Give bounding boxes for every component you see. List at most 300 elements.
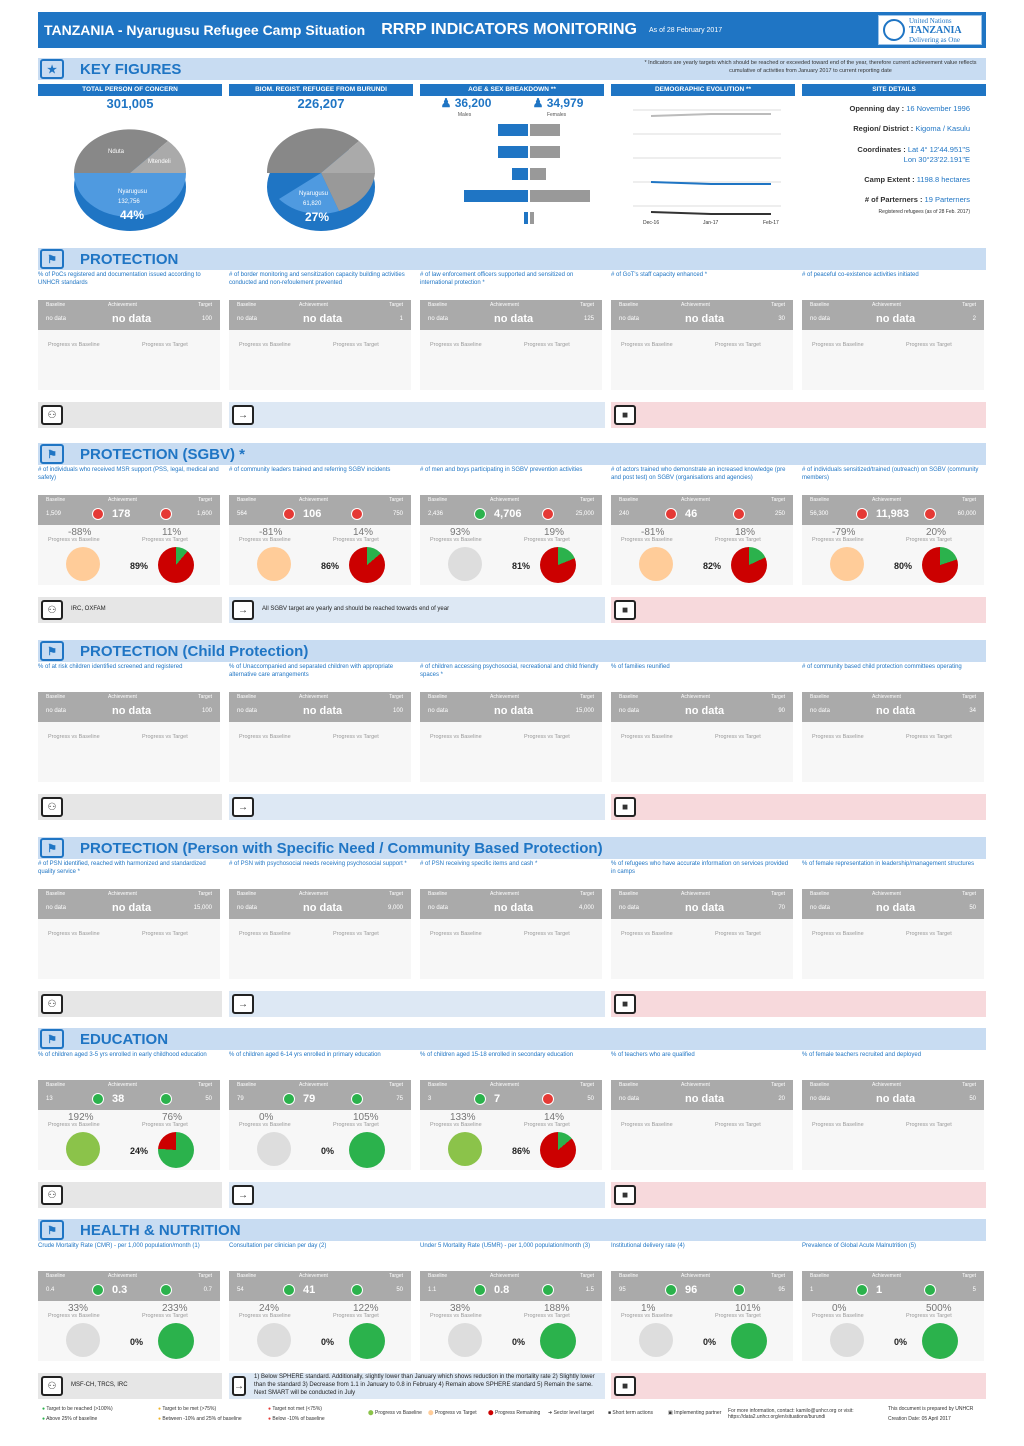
achievement-value: no data xyxy=(685,1093,725,1105)
indicator-values xyxy=(38,1271,220,1301)
baseline-status-icon xyxy=(92,1093,104,1105)
target-status-icon xyxy=(542,1093,554,1105)
achievement-label: Achievement xyxy=(490,1082,519,1088)
coordinates-lon: Lon 30°23'22.191"E xyxy=(903,154,970,164)
progress-row xyxy=(611,722,793,782)
indicator-panel xyxy=(611,272,793,390)
target-label: Target xyxy=(771,302,785,308)
baseline-label: Baseline xyxy=(237,694,257,700)
target-value: 125 xyxy=(583,316,594,322)
burundi-nyarugusu-label: Nyarugusu xyxy=(299,191,329,197)
age-pyramid xyxy=(420,118,604,228)
baseline-label: Baseline xyxy=(810,497,830,503)
achievement-label: Achievement xyxy=(108,497,137,503)
target-label: Target xyxy=(771,1082,785,1088)
legend-target-not-met: ● Target not met (<75%) xyxy=(268,1406,322,1412)
baseline-value: no data xyxy=(619,1096,640,1102)
indicator-text: # of GoT's staff capacity enhanced * xyxy=(611,272,708,278)
indicator-text: % of at risk children identified screened and registered xyxy=(38,664,183,670)
demographic-line-chart xyxy=(611,96,795,226)
progress-target-value: 188% xyxy=(544,1303,570,1314)
indicator-panel xyxy=(611,861,793,979)
partners-icon: ⚇ xyxy=(41,600,63,620)
progress-target-value: 122% xyxy=(353,1303,379,1314)
baseline-value: no data xyxy=(46,316,67,322)
baseline-label: Baseline xyxy=(810,694,830,700)
target-label: Target xyxy=(198,497,212,503)
pvt-label: Progress vs Target xyxy=(906,1122,952,1128)
pvt-pie xyxy=(158,547,194,583)
achievement-value: 7 xyxy=(494,1093,501,1105)
remaining-pct: 86% xyxy=(321,561,340,571)
indicator-panel xyxy=(802,272,984,390)
page-header xyxy=(38,12,986,48)
remaining-pct: 0% xyxy=(894,1337,908,1347)
baseline-status-icon xyxy=(474,508,486,520)
target-label: Target xyxy=(198,1082,212,1088)
progress-target-value: 14% xyxy=(353,527,374,538)
indicator-panel xyxy=(802,861,984,979)
report-date: As of 28 February 2017 xyxy=(648,26,723,34)
indicator-text: Prevalence of Global Acute Malnutrition (5) xyxy=(802,1243,917,1249)
pvt-label: Progress vs Target xyxy=(142,931,188,937)
indicator-text: # of community leaders trained and referring SGBV incidents xyxy=(229,467,391,473)
pvb-label: Progress vs Baseline xyxy=(239,931,291,937)
pvb-circle xyxy=(639,547,673,581)
section-footer xyxy=(38,991,986,1017)
indicator-panel xyxy=(611,664,793,782)
baseline-value: no data xyxy=(810,905,831,911)
progress-target-value: 105% xyxy=(353,1112,379,1123)
partners-box xyxy=(38,794,222,820)
achievement-label: Achievement xyxy=(108,891,137,897)
progress-row xyxy=(229,525,411,585)
notes-box xyxy=(229,794,605,820)
health-icon: ⚑ xyxy=(40,1220,64,1240)
legend-below-baseline: ● Below -10% of baseline xyxy=(268,1416,325,1422)
partners-text: MSF-CH, TRCS, IRC xyxy=(71,1382,128,1389)
progress-baseline-value: -88% xyxy=(68,527,92,538)
progress-row xyxy=(611,525,793,585)
indicator-text: # of men and boys participating in SGBV prevention activities xyxy=(420,467,583,473)
progress-target-value: 500% xyxy=(926,1303,952,1314)
partners-box xyxy=(38,402,222,428)
notes-text: 1) Below SPHERE standard. Additionally, slightly lower than January which shows reduction in the mortality rate 2) Slightly lower than the standard 3) Decrease from 1.1 in January to 0.8 in February 4) Remain above SPHERE standard 5) Remain the same. Next SMART will be conducted in July xyxy=(254,1374,595,1396)
indicator-values xyxy=(229,1080,411,1110)
baseline-status-icon xyxy=(856,508,868,520)
indicator-values xyxy=(611,889,793,919)
achievement-value: no data xyxy=(685,313,725,325)
pvb-circle xyxy=(830,1323,864,1357)
pvb-circle xyxy=(66,1323,100,1357)
indicator-panel xyxy=(611,1243,793,1361)
legend-target-met: ● Target to be met (>75%) xyxy=(158,1406,217,1412)
indicator-text: Crude Mortality Rate (CMR) - per 1,000 population/month (1) xyxy=(38,1243,200,1249)
progress-row xyxy=(38,525,220,585)
actions-box xyxy=(611,1182,986,1208)
pvb-circle xyxy=(66,547,100,581)
achievement-value: no data xyxy=(876,902,916,914)
pvt-label: Progress vs Target xyxy=(142,1122,188,1128)
baseline-label: Baseline xyxy=(619,891,639,897)
indicator-panel xyxy=(802,1052,984,1170)
burundi-total-value: 226,207 xyxy=(297,96,345,111)
target-value: 100 xyxy=(392,708,403,714)
pvb-label: Progress vs Baseline xyxy=(48,342,100,348)
indicator-panel xyxy=(38,1243,220,1361)
achievement-value: no data xyxy=(494,313,534,325)
pvb-label: Progress vs Baseline xyxy=(430,1122,482,1128)
baseline-label: Baseline xyxy=(619,1082,639,1088)
hhs-series-line xyxy=(651,212,771,214)
pvb-circle xyxy=(639,1323,673,1357)
target-label: Target xyxy=(962,891,976,897)
target-status-icon xyxy=(351,1093,363,1105)
achievement-label: Achievement xyxy=(299,497,328,503)
remaining-pct: 80% xyxy=(894,561,913,571)
indicator-values xyxy=(420,1271,602,1301)
baseline-value: 240 xyxy=(619,511,630,517)
child-icon: ⚑ xyxy=(40,641,64,661)
achievement-value: 0.3 xyxy=(112,1284,128,1296)
baseline-label: Baseline xyxy=(237,891,257,897)
achievement-label: Achievement xyxy=(681,694,710,700)
burundi-nyarugusu-value: 61,820 xyxy=(303,201,322,207)
section-band-3 xyxy=(38,837,986,859)
pvt-pie xyxy=(731,1323,767,1359)
indicator-panel xyxy=(229,861,411,979)
protection-icon: ⚑ xyxy=(40,249,64,269)
baseline-label: Baseline xyxy=(810,1273,830,1279)
pvb-circle xyxy=(257,1323,291,1357)
pvb-label: Progress vs Baseline xyxy=(621,734,673,740)
progress-baseline-value: 0% xyxy=(832,1303,847,1314)
target-value: 60,000 xyxy=(957,511,976,517)
indicator-panel xyxy=(229,1052,411,1170)
partners-box xyxy=(38,1373,222,1399)
section-title-5: HEALTH & NUTRITION xyxy=(80,1221,241,1239)
achievement-label: Achievement xyxy=(872,302,901,308)
pvb-circle xyxy=(257,1132,291,1166)
indicator-text: % of teachers who are qualified xyxy=(611,1052,695,1058)
indicator-panel xyxy=(38,467,220,585)
progress-target-value: 76% xyxy=(162,1112,183,1123)
baseline-label: Baseline xyxy=(237,302,257,308)
remaining-pct: 89% xyxy=(130,561,149,571)
baseline-value: no data xyxy=(810,708,831,714)
indicator-values xyxy=(802,1080,984,1110)
month-tick-1: Dec-16 xyxy=(643,220,660,226)
indicator-values xyxy=(38,1080,220,1110)
progress-row xyxy=(420,330,602,390)
notes-box xyxy=(229,991,605,1017)
baseline-label: Baseline xyxy=(46,497,66,503)
actions-icon: ■ xyxy=(614,1376,636,1396)
target-status-icon xyxy=(160,1093,172,1105)
pvb-circle xyxy=(448,1323,482,1357)
achievement-value: no data xyxy=(494,705,534,717)
page-subtitle: RRRP INDICATORS MONITORING xyxy=(381,21,637,38)
legend-pvt: ⬤ Progress vs Target xyxy=(428,1410,477,1416)
actions-icon: ■ xyxy=(614,1185,636,1205)
target-value: 750 xyxy=(392,511,403,517)
notes-box xyxy=(229,1182,605,1208)
legend-between-baseline: ● Between -10% and 25% of baseline xyxy=(158,1416,242,1422)
baseline-label: Baseline xyxy=(428,497,448,503)
target-label: Target xyxy=(580,694,594,700)
pvt-pie xyxy=(540,1323,576,1359)
target-value: 50 xyxy=(587,1096,594,1102)
pvt-pie xyxy=(922,547,958,583)
achievement-value: no data xyxy=(494,902,534,914)
pvt-label: Progress vs Target xyxy=(142,342,188,348)
target-value: 1 xyxy=(399,316,403,322)
achievement-label: Achievement xyxy=(872,497,901,503)
remaining-pct: 0% xyxy=(703,1337,717,1347)
target-value: 50 xyxy=(969,905,976,911)
section-footer xyxy=(38,1373,986,1399)
indicator-text: # of children accessing psychosocial, recreational and child friendly spaces * xyxy=(420,664,599,678)
target-status-icon xyxy=(733,1284,745,1296)
target-label: Target xyxy=(389,891,403,897)
baseline-label: Baseline xyxy=(46,891,66,897)
progress-target-value: 11% xyxy=(162,527,182,538)
baseline-status-icon xyxy=(283,508,295,520)
indicator-panel xyxy=(802,467,984,585)
indicator-text: # of law enforcement officers supported and sensitized on international protection * xyxy=(420,272,574,286)
pvb-circle xyxy=(448,547,482,581)
arrow-icon: → xyxy=(232,600,254,620)
baseline-label: Baseline xyxy=(619,694,639,700)
progress-row xyxy=(802,1301,984,1361)
progress-row xyxy=(229,1110,411,1170)
progress-row xyxy=(802,525,984,585)
target-status-icon xyxy=(733,508,745,520)
target-value: 250 xyxy=(774,511,785,517)
target-status-icon xyxy=(160,508,172,520)
achievement-label: Achievement xyxy=(681,1082,710,1088)
target-value: 30 xyxy=(778,316,785,322)
target-label: Target xyxy=(962,1082,976,1088)
indicator-values xyxy=(611,300,793,330)
site-details-box: SITE DETAILS Openning day : 16 November 1996 Region/ District : Kigoma / Kasulu Coordinates : Lat 4° 12'44.951"S Lon 30°23'22.191"E Camp Extent : 1198.8 hectares # of Parterners : 19 Parterners Registered refugees (as of 28 Feb. 2017) xyxy=(802,84,986,236)
pvb-label: Progress vs Baseline xyxy=(239,1122,291,1128)
section-title-4: EDUCATION xyxy=(80,1030,169,1048)
indicator-values xyxy=(229,692,411,722)
indicator-values xyxy=(420,300,602,330)
baseline-label: Baseline xyxy=(428,1273,448,1279)
baseline-value: no data xyxy=(619,316,640,322)
baseline-value: no data xyxy=(428,905,449,911)
month-tick-3: Feb-17 xyxy=(763,220,779,226)
target-label: Target xyxy=(771,694,785,700)
indicator-panel xyxy=(38,861,220,979)
psn-icon: ⚑ xyxy=(40,838,64,858)
pvt-label: Progress vs Target xyxy=(142,734,188,740)
pvt-label: Progress vs Target xyxy=(333,1313,379,1319)
achievement-value: no data xyxy=(876,705,916,717)
pvb-label: Progress vs Baseline xyxy=(430,1313,482,1319)
baseline-label: Baseline xyxy=(46,1082,66,1088)
indicator-values xyxy=(420,889,602,919)
progress-baseline-value: 38% xyxy=(450,1303,471,1314)
baseline-label: Baseline xyxy=(237,497,257,503)
page-title: TANZANIA - Nyarugusu Refugee Camp Situation xyxy=(44,22,366,38)
notes-box xyxy=(229,1373,605,1399)
target-label: Target xyxy=(962,497,976,503)
target-value: 50 xyxy=(205,1096,212,1102)
baseline-label: Baseline xyxy=(46,694,66,700)
indicator-text: % of Unaccompanied and separated children with appropriate alternative care arrangements xyxy=(229,664,394,678)
target-value: 1.5 xyxy=(585,1287,594,1293)
pvt-label: Progress vs Target xyxy=(142,1313,188,1319)
target-label: Target xyxy=(962,1273,976,1279)
partners-icon: ⚇ xyxy=(41,1376,63,1396)
achievement-value: 41 xyxy=(303,1284,316,1296)
partners-box xyxy=(38,991,222,1017)
baseline-value: 95 xyxy=(619,1287,626,1293)
actions-icon: ■ xyxy=(614,600,636,620)
indicator-values xyxy=(611,692,793,722)
pvb-label: Progress vs Baseline xyxy=(48,931,100,937)
achievement-label: Achievement xyxy=(299,1082,328,1088)
target-status-icon xyxy=(924,1284,936,1296)
pvt-pie xyxy=(158,1323,194,1359)
achievement-value: 0.8 xyxy=(494,1284,510,1296)
achievement-value: 4,706 xyxy=(494,508,522,520)
target-label: Target xyxy=(962,302,976,308)
indicator-panel xyxy=(611,1052,793,1170)
target-label: Target xyxy=(771,497,785,503)
baseline-status-icon xyxy=(856,1284,868,1296)
target-value: 25,000 xyxy=(575,511,594,517)
achievement-value: 96 xyxy=(685,1284,698,1296)
achievement-label: Achievement xyxy=(681,302,710,308)
partners-icon: ⚇ xyxy=(41,994,63,1014)
progress-target-value: 233% xyxy=(162,1303,188,1314)
pvt-label: Progress vs Target xyxy=(715,342,761,348)
indicator-panel xyxy=(802,1243,984,1361)
target-value: 15,000 xyxy=(193,905,212,911)
section-title-2: PROTECTION (Child Protection) xyxy=(80,642,309,660)
section-title-3: PROTECTION (Person with Specific Need / Community Based Protection) xyxy=(80,839,603,857)
pvb-label: Progress vs Baseline xyxy=(239,342,291,348)
baseline-label: Baseline xyxy=(810,891,830,897)
progress-baseline-value: 93% xyxy=(450,527,471,538)
target-value: 5 xyxy=(972,1287,976,1293)
demographic-evolution-box: DEMOGRAPHIC EVOLUTION ** Dec-16 Jan-17 Feb-17 xyxy=(611,84,795,236)
indicator-values xyxy=(611,1271,793,1301)
pvt-pie xyxy=(540,547,576,583)
baseline-value: no data xyxy=(428,708,449,714)
indicator-values xyxy=(802,300,984,330)
partners-icon: ⚇ xyxy=(41,405,63,425)
pvb-circle xyxy=(448,1132,482,1166)
achievement-label: Achievement xyxy=(490,497,519,503)
achievement-value: 46 xyxy=(685,508,698,520)
indicator-values xyxy=(38,495,220,525)
baseline-value: 1,509 xyxy=(46,511,62,517)
indicator-text: # of community based child protection committees operating xyxy=(802,664,962,670)
baseline-value: no data xyxy=(810,316,831,322)
legend xyxy=(38,1404,986,1432)
baseline-value: 2,436 xyxy=(428,511,444,517)
indicator-values xyxy=(611,1080,793,1110)
progress-baseline-value: 1% xyxy=(641,1303,656,1314)
achievement-value: no data xyxy=(876,1093,916,1105)
indicator-panel xyxy=(420,1052,602,1170)
section-band-2 xyxy=(38,640,986,662)
target-value: 50 xyxy=(396,1287,403,1293)
actions-box xyxy=(611,402,986,428)
legend-above-baseline: ● Above 25% of baseline xyxy=(42,1416,98,1422)
legend-pvb: ⬤ Progress vs Baseline xyxy=(368,1410,422,1416)
baseline-value: 564 xyxy=(237,511,248,517)
poc-nyarugusu-value: 132,756 xyxy=(118,199,140,205)
pvt-pie xyxy=(922,1323,958,1359)
achievement-value: 1 xyxy=(876,1284,883,1296)
progress-row xyxy=(38,722,220,782)
progress-baseline-value: 133% xyxy=(450,1112,476,1123)
progress-row xyxy=(802,330,984,390)
target-label: Target xyxy=(198,1273,212,1279)
target-label: Target xyxy=(389,497,403,503)
target-value: 9,000 xyxy=(387,905,403,911)
notes-box xyxy=(229,402,605,428)
baseline-label: Baseline xyxy=(428,302,448,308)
baseline-value: 13 xyxy=(46,1096,53,1102)
baseline-status-icon xyxy=(474,1284,486,1296)
remaining-pct: 24% xyxy=(130,1146,149,1156)
baseline-value: no data xyxy=(46,708,67,714)
baseline-value: no data xyxy=(237,708,258,714)
baseline-status-icon xyxy=(474,1093,486,1105)
target-label: Target xyxy=(580,497,594,503)
notes-text: All SGBV target are yearly and should be reached towards end of year xyxy=(262,606,450,613)
arrow-icon: → xyxy=(232,1185,254,1205)
un-tanzania-logo: United Nations TANZANIA Delivering as One xyxy=(878,15,982,45)
pvb-label: Progress vs Baseline xyxy=(812,342,864,348)
pvt-label: Progress vs Target xyxy=(906,1313,952,1319)
baseline-value: no data xyxy=(619,708,640,714)
pvt-label: Progress vs Target xyxy=(333,931,379,937)
actions-icon: ■ xyxy=(614,994,636,1014)
target-label: Target xyxy=(389,1273,403,1279)
registered-note: Registered refugees (as of 28 Feb. 2017) xyxy=(878,209,970,216)
indicator-text: # of peaceful co-existence activities initiated xyxy=(802,272,919,278)
pvb-label: Progress vs Baseline xyxy=(239,1313,291,1319)
indicator-panel xyxy=(420,272,602,390)
un-emblem-icon xyxy=(883,19,905,41)
pvt-label: Progress vs Target xyxy=(715,931,761,937)
arrow-icon: → xyxy=(232,797,254,817)
achievement-label: Achievement xyxy=(108,302,137,308)
pvb-circle xyxy=(257,547,291,581)
actions-box xyxy=(611,1373,986,1399)
indicator-panel xyxy=(229,272,411,390)
achievement-label: Achievement xyxy=(108,1082,137,1088)
target-value: 34 xyxy=(969,708,976,714)
progress-row xyxy=(38,919,220,979)
indicator-values xyxy=(420,495,602,525)
legend-short-term: ■ Short term actions xyxy=(608,1410,653,1416)
baseline-label: Baseline xyxy=(428,694,448,700)
indicator-text: # of individuals sensitized/trained (outreach) on SGBV (community members) xyxy=(802,467,979,481)
achievement-value: no data xyxy=(303,902,343,914)
pvt-label: Progress vs Target xyxy=(333,342,379,348)
achievement-label: Achievement xyxy=(490,694,519,700)
males-label: Males xyxy=(457,112,472,118)
